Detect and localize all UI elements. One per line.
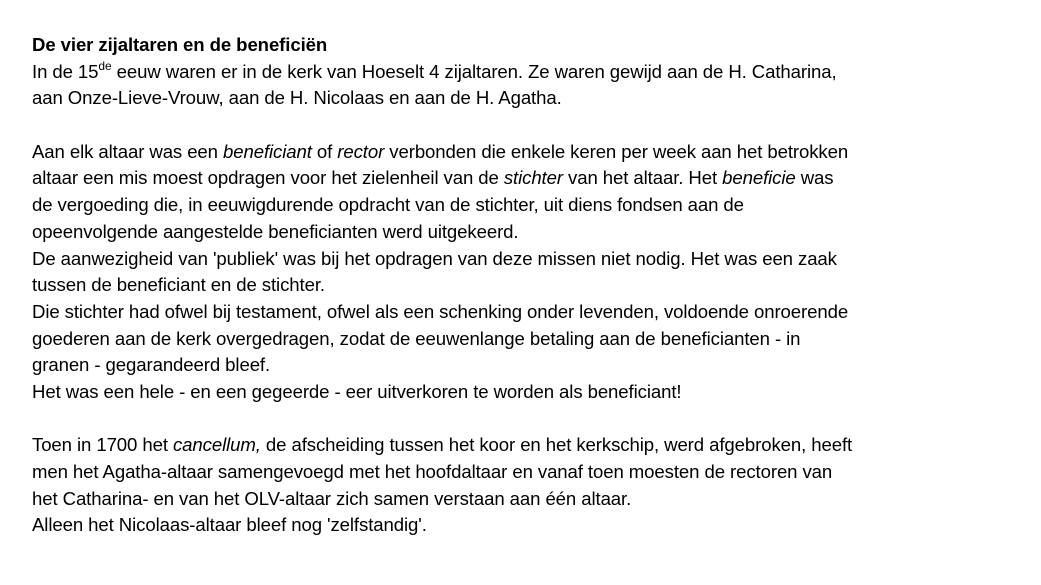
text-line: tussen de beneficiant en de stichter.	[32, 274, 325, 296]
text-line	[32, 59, 1022, 86]
italic-term: cancellum,	[172, 434, 261, 456]
text-line: opeenvolgende aangestelde beneficianten werd uitgekeerd.	[32, 220, 519, 242]
text-span: of	[311, 140, 338, 162]
text-line: Die stichter had ofwel bij testament, ofwel als een schenking onder levenden, voldoende onroerende	[32, 300, 849, 322]
paragraph-beneficiant	[32, 139, 1022, 406]
text-line	[32, 139, 1022, 166]
text-line: goederen aan de kerk overgedragen, zodat de eeuwenlange betaling aan de beneficianten - in	[32, 327, 801, 349]
text-span: eeuw waren er in de kerk van Hoeselt 4 zijaltaren. Ze waren gewijd aan de H. Catharina,	[111, 60, 837, 82]
paragraph-gap	[32, 112, 1022, 139]
text-line	[32, 165, 1022, 192]
text-span: Toen in 1700 het	[32, 434, 173, 456]
text-span: In de 15	[32, 60, 99, 82]
text-line: de vergoeding die, in eeuwigdurende opdracht van de stichter, uit diens fondsen aan de	[32, 194, 744, 216]
text-line: De aanwezigheid van 'publiek' was bij het opdragen van deze missen niet nodig. Het was een zaak	[32, 247, 837, 269]
text-span: was	[795, 167, 834, 189]
text-line: het Catharina- en van het OLV-altaar zich samen verstaan aan één altaar.	[32, 487, 632, 509]
text-line: Het was een hele - en een gegeerde - eer uitverkoren te worden als beneficiant!	[32, 380, 682, 402]
paragraph-intro	[32, 59, 1022, 112]
section-title: De vier zijaltaren en de beneficiën	[32, 34, 328, 55]
text-span: verbonden die enkele keren per week aan het betrokken	[384, 140, 849, 162]
text-line	[32, 432, 1022, 459]
text-line: aan Onze-Lieve-Vrouw, aan de H. Nicolaas en aan de H. Agatha.	[32, 87, 562, 109]
text-span: van het altaar. Het	[562, 167, 723, 189]
text-line: granen - gegarandeerd bleef.	[32, 354, 271, 376]
text-span: altaar een mis moest opdragen voor het zielenheil van de	[32, 167, 504, 189]
superscript: de	[98, 58, 112, 73]
paragraph-cancellum	[32, 432, 1022, 539]
text-line: Alleen het Nicolaas-altaar bleef nog 'zelfstandig'.	[32, 514, 427, 536]
italic-term: stichter	[503, 167, 563, 189]
paragraph-gap	[32, 406, 1022, 433]
text-span: de afscheiding tussen het koor en het kerkschip, werd afgebroken, heeft	[260, 434, 853, 456]
italic-term: rector	[337, 140, 385, 162]
document-body	[32, 32, 1022, 539]
text-line: men het Agatha-altaar samengevoegd met het hoofdaltaar en vanaf toen moesten de rectoren van	[32, 461, 833, 482]
italic-term: beneficiant	[222, 140, 312, 162]
text-span: Aan elk altaar was een	[32, 140, 223, 162]
italic-term: beneficie	[722, 167, 796, 189]
